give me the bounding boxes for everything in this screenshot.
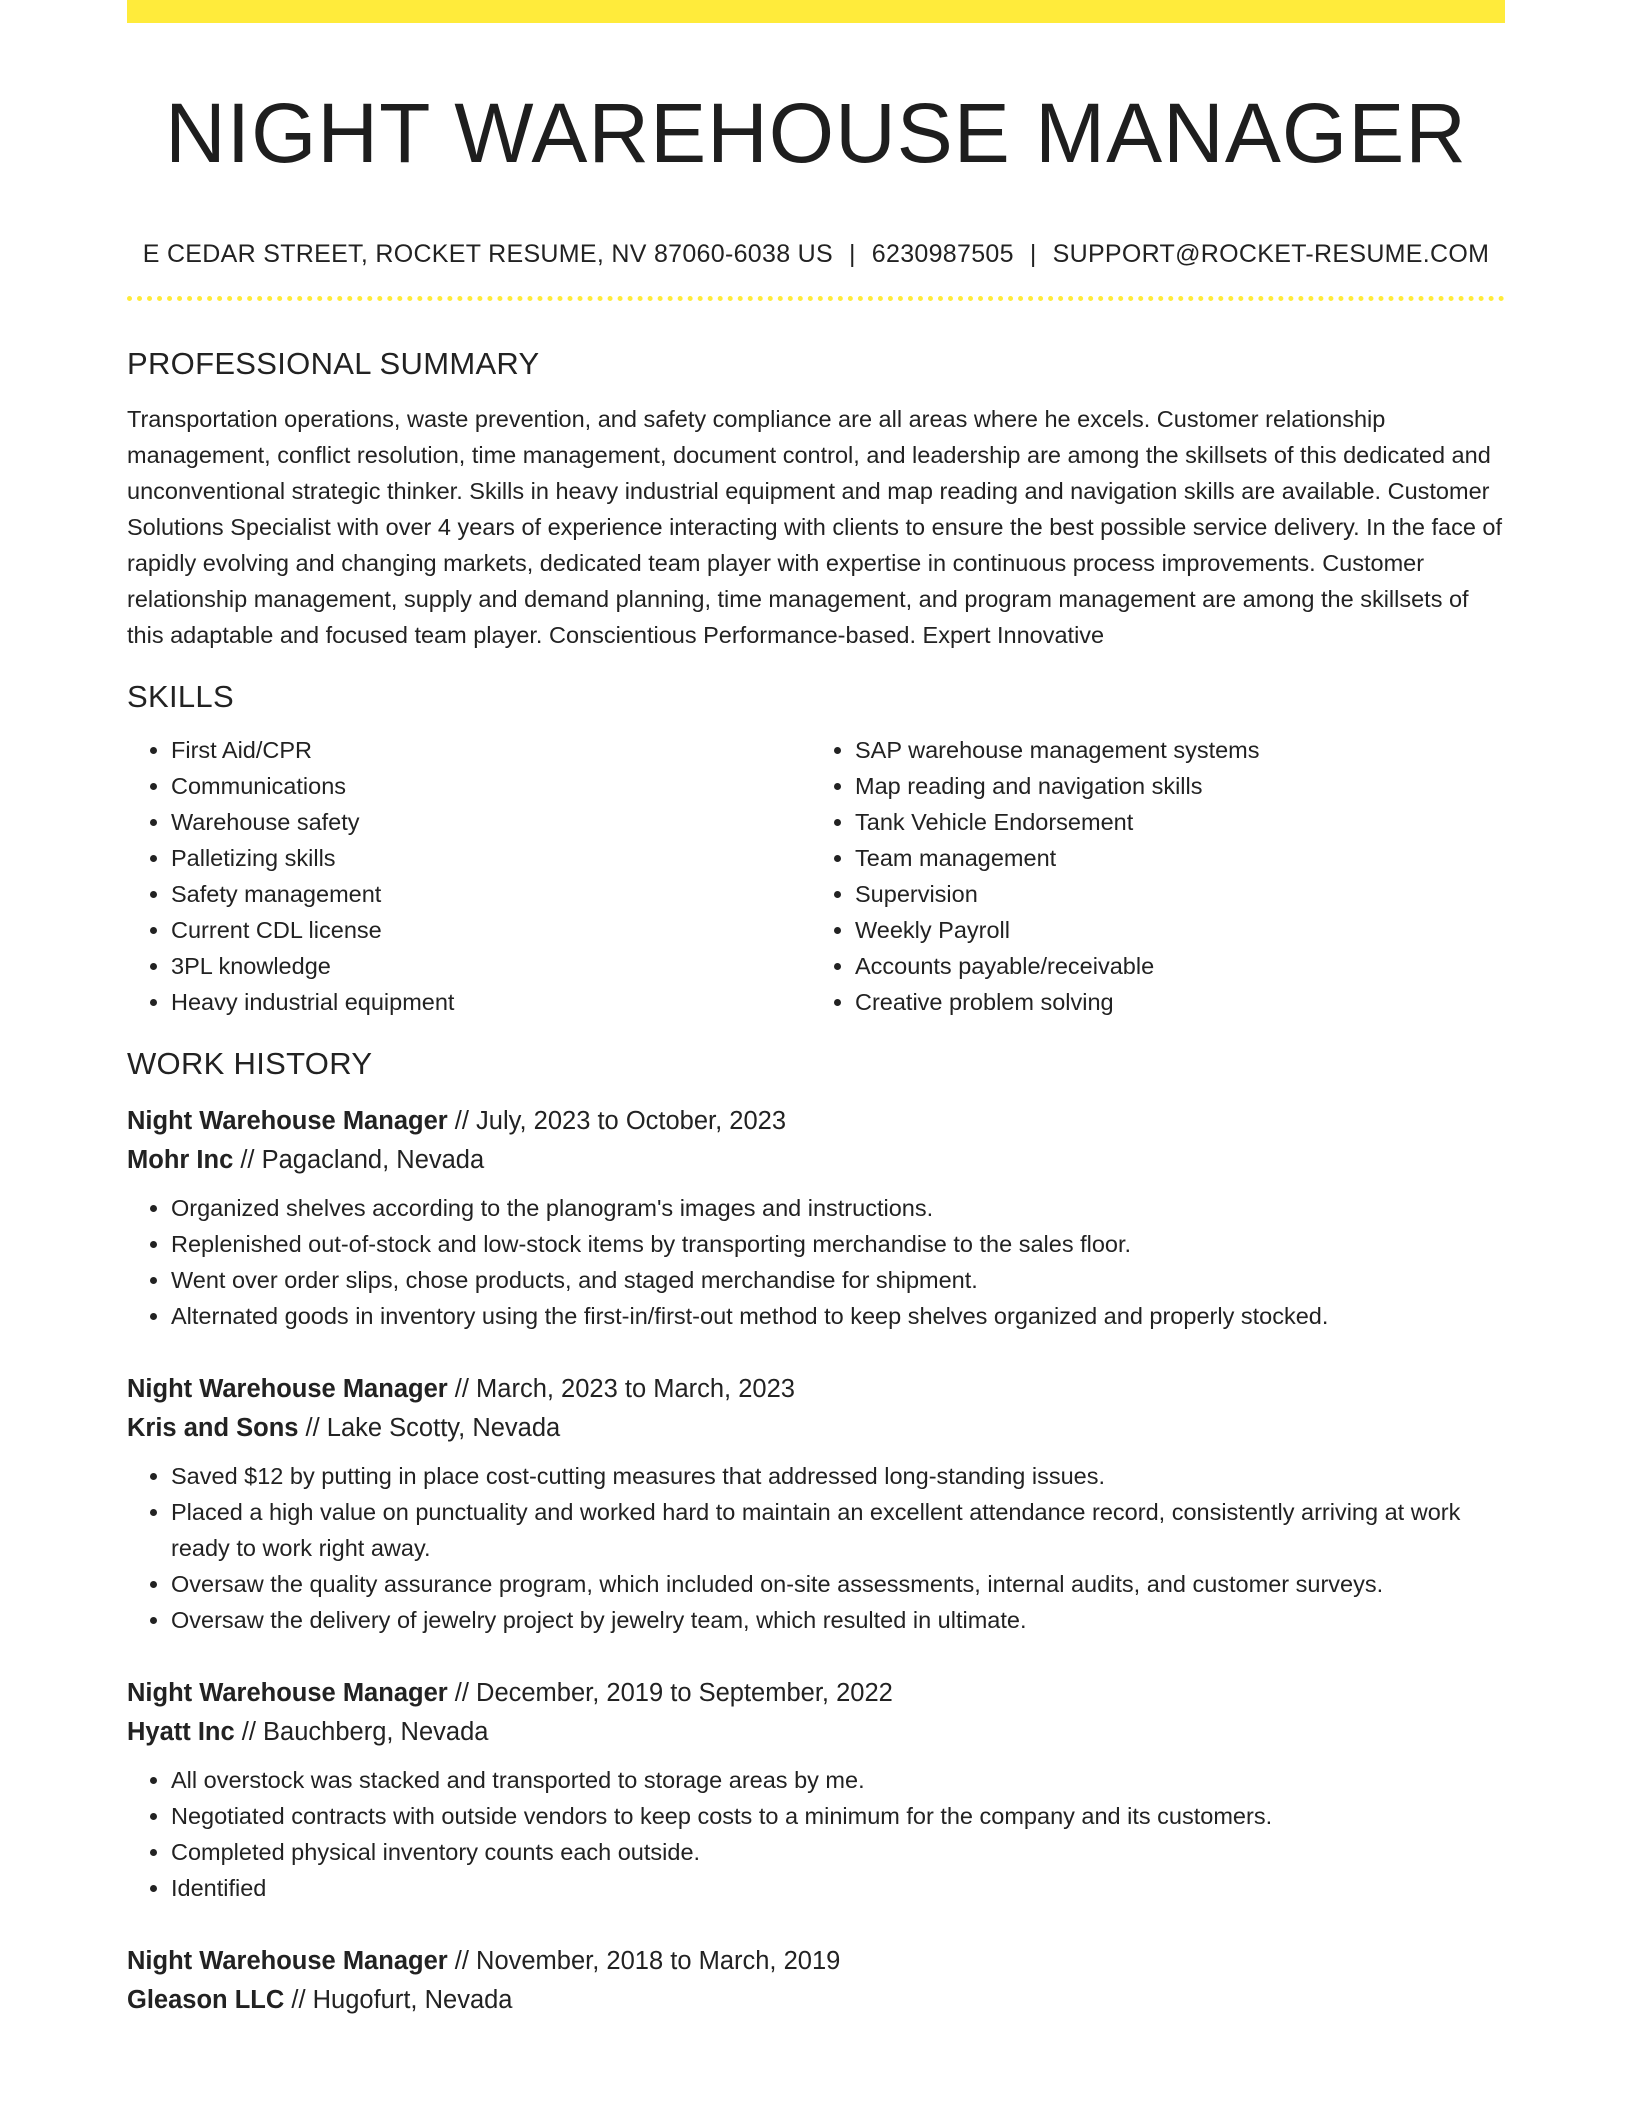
job-separator: // xyxy=(447,1107,477,1135)
job-title-line xyxy=(127,1674,1505,1713)
job-location: Bauchberg, Nevada xyxy=(263,1718,489,1746)
contact-address: E CEDAR STREET, ROCKET RESUME, NV 87060-6038 US xyxy=(142,240,833,268)
skill-item: • 3PL knowledge xyxy=(171,948,805,984)
job-separator: // xyxy=(233,1146,262,1174)
skill-item: • Communications xyxy=(171,768,805,804)
dotted-divider xyxy=(127,296,1505,301)
job-separator: // xyxy=(234,1718,264,1746)
job-duties xyxy=(127,1458,1505,1638)
job-company: Gleason LLC xyxy=(127,1986,285,2014)
job-separator: // xyxy=(447,1375,477,1403)
job-separator: // xyxy=(447,1679,477,1707)
job-title-line xyxy=(127,1370,1505,1409)
job-company: Kris and Sons xyxy=(127,1414,299,1442)
work-history-list xyxy=(127,1102,1505,2020)
job-location: Lake Scotty, Nevada xyxy=(326,1414,561,1442)
skill-item: • Safety management xyxy=(171,876,805,912)
job-duty: • Oversaw the quality assurance program, which included on-site assessments, internal audits, and customer surveys. xyxy=(171,1566,1505,1602)
contact-separator: | xyxy=(1029,240,1037,268)
job-duty: • Completed physical inventory counts each outside. xyxy=(171,1834,1505,1870)
job-company: Mohr Inc xyxy=(127,1146,234,1174)
job-duty: • Saved $12 by putting in place cost-cutting measures that addressed long-standing issues. xyxy=(171,1458,1505,1494)
job-duty: • Went over order slips, chose products, and staged merchandise for shipment. xyxy=(171,1262,1505,1298)
top-accent-bar xyxy=(127,0,1505,23)
job-role: Night Warehouse Manager xyxy=(127,1947,448,1975)
job-title-line xyxy=(127,1102,1505,1141)
job-company-line xyxy=(127,1981,1505,2020)
job-company-line xyxy=(127,1713,1505,1752)
summary-text: Transportation operations, waste prevention, and safety compliance are all areas where he excels. Customer relationship management, conflict resolution, time management, document control, and leadership are among the skillsets of this dedicated and unconventional strategic thinker. Skills in heavy industrial equipment and map reading and navigation skills are available. Customer Solutions Specialist with over 4 years of experience interacting with clients to ensure the best possible service delivery. In the face of rapidly evolving and changing markets, dedicated team player with expertise in continuous process improvements. Customer relationship management, supply and demand planning, time management, and program management are among the skillsets of this adaptable and focused team player. Conscientious Performance-based. Expert Innovative xyxy=(127,406,1503,648)
skill-item: • Map reading and navigation skills xyxy=(855,768,1489,804)
skills-list-left xyxy=(127,732,805,1020)
skills-columns xyxy=(127,732,1505,1020)
skill-item: • Team management xyxy=(855,840,1489,876)
job-duty: • Alternated goods in inventory using the first-in/first-out method to keep shelves organized and properly stocked. xyxy=(171,1298,1505,1334)
skill-item: • SAP warehouse management systems xyxy=(855,732,1489,768)
job-company-line xyxy=(127,1141,1505,1180)
contact-separator: | xyxy=(848,240,856,268)
job-role: Night Warehouse Manager xyxy=(127,1679,448,1707)
job-role: Night Warehouse Manager xyxy=(127,1107,448,1135)
skill-item: • Warehouse safety xyxy=(171,804,805,840)
job-location: Pagacland, Nevada xyxy=(261,1146,485,1174)
skill-item: • Supervision xyxy=(855,876,1489,912)
job-duty: • Organized shelves according to the planogram's images and instructions. xyxy=(171,1190,1505,1226)
skill-item: • Creative problem solving xyxy=(855,984,1489,1020)
skills-list-right xyxy=(805,732,1489,1020)
job-location: Hugofurt, Nevada xyxy=(312,1986,513,2014)
skill-item: • Weekly Payroll xyxy=(855,912,1489,948)
job-dates: November, 2018 to March, 2019 xyxy=(476,1947,841,1975)
skill-item: • Tank Vehicle Endorsement xyxy=(855,804,1489,840)
job-entry xyxy=(127,1370,1505,1638)
job-entry xyxy=(127,1942,1505,2020)
job-entry xyxy=(127,1102,1505,1334)
candidate-title: NIGHT WAREHOUSE MANAGER xyxy=(165,86,1467,180)
skill-item: • First Aid/CPR xyxy=(171,732,805,768)
skill-item: • Palletizing skills xyxy=(171,840,805,876)
job-separator: // xyxy=(298,1414,327,1442)
skill-item: • Heavy industrial equipment xyxy=(171,984,805,1020)
contact-email: SUPPORT@ROCKET-RESUME.COM xyxy=(1052,240,1490,268)
job-title-line xyxy=(127,1942,1505,1981)
job-role: Night Warehouse Manager xyxy=(127,1375,448,1403)
job-duty: • Negotiated contracts with outside vendors to keep costs to a minimum for the company and its customers. xyxy=(171,1798,1505,1834)
job-duties xyxy=(127,1190,1505,1334)
job-duties xyxy=(127,1762,1505,1906)
job-separator: // xyxy=(284,1986,313,2014)
job-company: Hyatt Inc xyxy=(127,1718,235,1746)
job-separator: // xyxy=(447,1947,477,1975)
summary-heading: PROFESSIONAL SUMMARY xyxy=(127,346,540,381)
resume-page xyxy=(127,0,1505,2020)
contact-phone: 6230987505 xyxy=(871,240,1014,268)
job-entry xyxy=(127,1674,1505,1906)
work-history-heading: WORK HISTORY xyxy=(127,1046,373,1081)
job-duty: • Replenished out-of-stock and low-stock items by transporting merchandise to the sales floor. xyxy=(171,1226,1505,1262)
job-duty: • Placed a high value on punctuality and worked hard to maintain an excellent attendance record, consistently arriving at work ready to work right away. xyxy=(171,1494,1505,1566)
skill-item: • Accounts payable/receivable xyxy=(855,948,1489,984)
job-duty: • Identified xyxy=(171,1870,1505,1906)
job-dates: December, 2019 to September, 2022 xyxy=(476,1679,893,1707)
job-duty: • All overstock was stacked and transported to storage areas by me. xyxy=(171,1762,1505,1798)
job-duty: • Oversaw the delivery of jewelry project by jewelry team, which resulted in ultimate. xyxy=(171,1602,1505,1638)
job-dates: July, 2023 to October, 2023 xyxy=(476,1107,787,1135)
skill-item: • Current CDL license xyxy=(171,912,805,948)
job-dates: March, 2023 to March, 2023 xyxy=(476,1375,795,1403)
job-company-line xyxy=(127,1409,1505,1448)
skills-heading: SKILLS xyxy=(127,679,234,714)
contact-line xyxy=(127,239,1505,269)
